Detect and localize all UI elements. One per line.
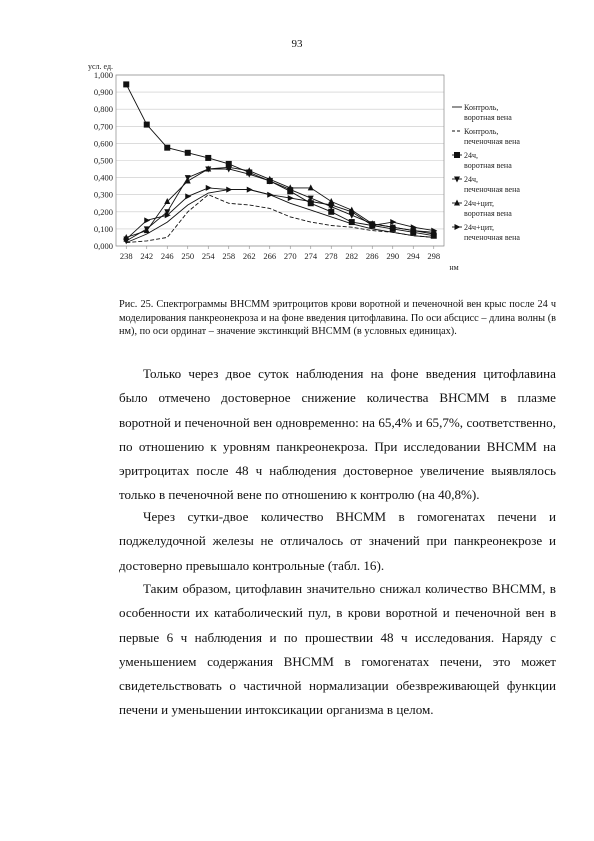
- x-tick-label: 246: [160, 251, 174, 261]
- x-tick-label: 282: [345, 251, 359, 261]
- y-tick-label: 0,300: [93, 189, 113, 200]
- data-point: [144, 122, 150, 128]
- legend-label: 24ч, печеночная вена: [464, 175, 520, 194]
- data-point: [226, 187, 232, 193]
- spectrogram-chart: [80, 58, 560, 283]
- y-tick-label: 0,200: [93, 206, 113, 217]
- legend-label: 24ч+цит, воротная вена: [464, 199, 512, 218]
- paragraph-2: Через сутки-двое количество ВНСММ в гомогенатах печени и поджелудочной железы не отличалось от значений при панкреонекрозе и достоверно превышало контрольные (табл. 16).: [119, 509, 556, 573]
- paragraph-1: Только через двое суток наблюдения на фоне введения цитофлавина было отмечено достоверное снижение количества ВНСММ в плазме воротной и печеночной вен одновременно: на 65,4% и 65,7%, соответственно, по отношению к уровням панкреонекроза. При исследовании ВНСММ на эритроцитах после 48 ч наблюдения достоверное увеличение выявлялось только в печеночной вене по отношению к контролю (на 40,8%).: [119, 366, 556, 503]
- legend-marker: [454, 177, 460, 183]
- legend-marker: [455, 224, 461, 230]
- data-point: [267, 192, 273, 198]
- y-tick-label: 0,400: [93, 172, 113, 183]
- data-point: [288, 195, 294, 201]
- data-point: [247, 187, 253, 193]
- x-tick-label: 278: [324, 251, 338, 261]
- page-number: 93: [291, 38, 303, 50]
- series-line: [126, 195, 434, 243]
- data-point: [205, 155, 211, 161]
- x-tick-label: 266: [263, 251, 277, 261]
- x-tick-label: 250: [181, 251, 195, 261]
- y-tick-label: 1,000: [93, 70, 113, 80]
- data-point: [164, 145, 170, 151]
- x-tick-label: 262: [242, 251, 256, 261]
- x-tick-label: 238: [119, 251, 133, 261]
- data-point: [144, 217, 150, 223]
- x-tick-label: 274: [304, 251, 318, 261]
- x-tick-label: 254: [201, 251, 215, 261]
- series-line: [126, 169, 434, 241]
- legend-marker: [454, 200, 460, 206]
- x-tick-label: 290: [386, 251, 400, 261]
- x-tick-label: 286: [365, 251, 379, 261]
- y-tick-label: 0,000: [93, 241, 113, 251]
- series-line: [126, 190, 434, 243]
- y-tick-label: 0,100: [93, 223, 113, 234]
- x-tick-label: 270: [283, 251, 297, 261]
- y-tick-label: 0,700: [93, 121, 113, 132]
- legend-label: 24ч+цит, печеночная вена: [464, 223, 520, 242]
- x-tick-label: 294: [406, 251, 420, 261]
- data-point: [308, 184, 314, 190]
- legend-label: 24ч, воротная вена: [464, 151, 512, 170]
- data-point: [185, 193, 191, 199]
- legend-label: Контроль, печеночная вена: [464, 127, 520, 146]
- x-tick-label: 298: [427, 251, 441, 261]
- data-point: [349, 219, 355, 225]
- y-axis-unit-label: усл. ед.: [88, 62, 114, 71]
- figure-caption: Рис. 25. Спектрограммы ВНСММ эритроцитов крови воротной и печеночной вен крыс после 24 ч моделирования панкреонекроза и на фоне введения цитофлавина. По оси абсцисс – длина волны (в нм), по оси ординат – значение экстинкций ВНСММ (в условных единицах).: [119, 299, 556, 338]
- paragraph-3: Таким образом, цитофлавин значительно снижал количество ВНСММ, в особенности их катаболический пул, в крови воротной и печеночной вен в первые 6 ч наблюдения и по прошествии 48 ч исследования. Наряду с уменьшением содержания ВНСММ в гомогенатах печени, это может свидетельствовать о частичной нормализации обезвреживающей функции печени и уменьшении интоксикации организма в целом.: [119, 581, 556, 718]
- y-tick-label: 0,900: [93, 87, 113, 98]
- data-point: [185, 150, 191, 156]
- x-tick-label: 242: [140, 251, 154, 261]
- y-tick-label: 0,800: [93, 104, 113, 115]
- y-tick-label: 0,600: [93, 138, 113, 149]
- legend-marker: [454, 152, 460, 158]
- data-point: [206, 185, 212, 191]
- data-point: [390, 219, 396, 225]
- y-tick-label: 0,500: [93, 155, 113, 166]
- x-tick-label: 258: [222, 251, 236, 261]
- legend-label: Контроль, воротная вена: [464, 103, 512, 122]
- data-point: [123, 81, 129, 87]
- x-axis-unit-label: нм: [449, 263, 459, 272]
